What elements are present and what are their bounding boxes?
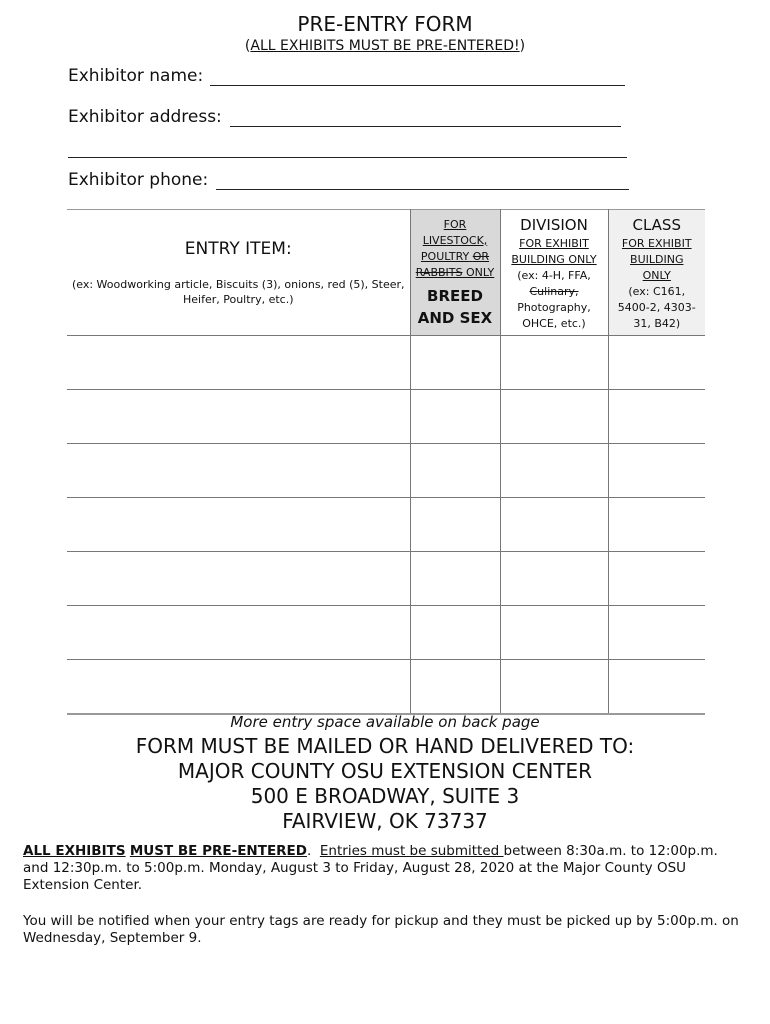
breed-poultry-label: POULTRY: [420, 249, 470, 263]
class-example-2: 5400-2, 4303-: [617, 300, 696, 314]
breed-for-label: FOR: [443, 217, 467, 231]
entry-table-header: [67, 210, 705, 336]
class-cell[interactable]: [608, 444, 705, 498]
division-example-3: OHCE, etc.): [522, 316, 586, 330]
division-sub-2: BUILDING ONLY: [511, 252, 597, 266]
breed-sex-cell[interactable]: [410, 660, 500, 714]
entry-item-cell[interactable]: [67, 444, 410, 498]
page-subtitle: [0, 38, 770, 54]
entry-item-cell[interactable]: [67, 660, 410, 714]
exhibitor-name-field[interactable]: [210, 85, 625, 86]
division-cell[interactable]: [500, 606, 608, 660]
breed-sex-cell[interactable]: [410, 606, 500, 660]
breed-sex-cell[interactable]: [410, 444, 500, 498]
division-title: DIVISION: [520, 215, 588, 234]
entry-item-cell[interactable]: [67, 498, 410, 552]
mailing-line-3: 500 E BROADWAY, SUITE 3: [250, 784, 520, 808]
subtitle-close-paren: ): [519, 38, 526, 54]
exhibitor-address-line-2[interactable]: [68, 157, 627, 158]
pre-entry-notice: [23, 843, 743, 894]
class-sub-2: BUILDING: [630, 252, 684, 266]
division-cell[interactable]: [500, 336, 608, 390]
exhibitor-phone-field[interactable]: [216, 189, 629, 190]
division-cell[interactable]: [500, 444, 608, 498]
subtitle-text: ALL EXHIBITS MUST BE PRE-ENTERED!: [250, 38, 520, 54]
entry-item-cell[interactable]: [67, 336, 410, 390]
exhibitor-address-label: Exhibitor address:: [68, 107, 222, 127]
notice-rest: between 8:30a.m. to 12:00p.m. and 12:30p.m. to 5:00p.m. Monday, August 3 to Friday, August 28, 2020 at the Major County OSU Extension Center.: [23, 843, 718, 893]
subtitle-open-paren: (: [244, 38, 251, 54]
breed-sex-cell[interactable]: [410, 552, 500, 606]
table-row: [67, 660, 705, 714]
table-row: [67, 606, 705, 660]
breed-title-2: AND SEX: [417, 308, 493, 327]
breed-title-1: BREED: [427, 286, 483, 305]
mailing-line-2: MAJOR COUNTY OSU EXTENSION CENTER: [177, 759, 593, 783]
entry-item-title: ENTRY ITEM:: [184, 238, 292, 259]
table-row: [67, 336, 705, 390]
notice-bold-2: MUST BE PRE-ENTERED: [129, 843, 307, 859]
class-cell[interactable]: [608, 660, 705, 714]
division-cell[interactable]: [500, 390, 608, 444]
entry-item-cell[interactable]: [67, 390, 410, 444]
division-cell[interactable]: [500, 552, 608, 606]
division-example-2: Photography,: [517, 300, 591, 314]
breed-or-label: OR: [472, 249, 490, 263]
exhibitor-phone-label: Exhibitor phone:: [68, 170, 209, 190]
class-header: [608, 210, 705, 336]
mailing-line-4: FAIRVIEW, OK 73737: [282, 809, 488, 833]
breed-sex-cell[interactable]: [410, 336, 500, 390]
breed-sex-cell[interactable]: [410, 390, 500, 444]
breed-only-label: ONLY: [465, 265, 495, 279]
notice-underlined: Entries must be submitted: [319, 843, 504, 859]
division-header: [500, 210, 608, 336]
breed-sex-cell[interactable]: [410, 498, 500, 552]
class-cell[interactable]: [608, 336, 705, 390]
breed-sex-header: [410, 210, 500, 336]
class-title: CLASS: [632, 215, 681, 234]
mailing-line-1: FORM MUST BE MAILED OR HAND DELIVERED TO:: [135, 734, 635, 758]
class-example-3: 31, B42): [633, 316, 681, 330]
breed-livestock-label: LIVESTOCK,: [422, 233, 488, 247]
class-cell[interactable]: [608, 606, 705, 660]
table-row: [67, 444, 705, 498]
class-cell[interactable]: [608, 498, 705, 552]
notice-bold-1: ALL EXHIBITS: [23, 843, 126, 859]
breed-poultry-line: [411, 249, 500, 265]
breed-rabbits-label: RABBITS: [415, 265, 463, 279]
entry-item-header: [67, 210, 410, 336]
entry-table: [67, 209, 705, 715]
notice-period: .: [307, 843, 312, 859]
more-space-note: More entry space available on back page: [230, 713, 540, 731]
division-example-1: (ex: 4-H, FFA,: [517, 268, 591, 282]
table-row: [67, 390, 705, 444]
pickup-notice: You will be notified when your entry tags are ready for pickup and they must be picked up by 5:00p.m. on Wednesday, September 9.: [23, 913, 739, 946]
exhibitor-address-field[interactable]: [230, 126, 621, 127]
class-sub-3: ONLY: [642, 268, 671, 282]
class-sub-1: FOR EXHIBIT: [621, 236, 692, 250]
entry-item-cell[interactable]: [67, 552, 410, 606]
entry-item-cell[interactable]: [67, 606, 410, 660]
entry-item-example: (ex: Woodworking article, Biscuits (3), onions, red (5), Steer, Heifer, Poultry, etc.): [71, 277, 405, 306]
table-row: [67, 498, 705, 552]
exhibitor-name-label: Exhibitor name:: [68, 66, 204, 86]
division-cell[interactable]: [500, 498, 608, 552]
page-title: PRE-ENTRY FORM: [297, 12, 473, 36]
table-row: [67, 552, 705, 606]
division-example-culinary: Culinary,: [529, 284, 579, 298]
class-cell[interactable]: [608, 390, 705, 444]
breed-rabbits-line: [411, 265, 500, 281]
division-cell[interactable]: [500, 660, 608, 714]
class-cell[interactable]: [608, 552, 705, 606]
division-sub-1: FOR EXHIBIT: [519, 236, 589, 250]
class-example-1: (ex: C161,: [628, 284, 686, 298]
